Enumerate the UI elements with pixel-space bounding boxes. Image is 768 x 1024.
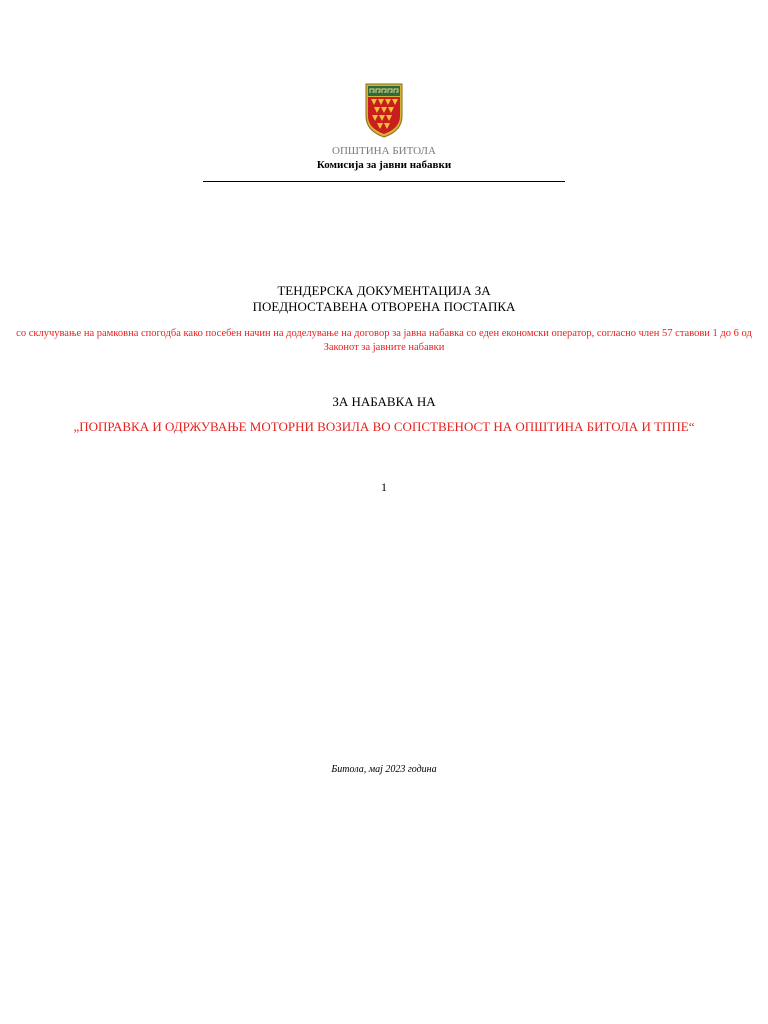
municipality-name: ОПШТИНА БИТОЛА bbox=[332, 145, 436, 157]
procurement-label: ЗА НАБАВКА НА bbox=[332, 394, 436, 409]
commission-name: Комисија за јавни набавки bbox=[316, 159, 452, 171]
document-title-line-1: ТЕНДЕРСКА ДОКУМЕНТАЦИЈА ЗА bbox=[277, 283, 491, 298]
document-title-line-2: ПОЕДНОСТАВЕНА ОТВОРЕНА ПОСТАПКА bbox=[252, 299, 516, 314]
procurement-subject: „ПОПРАВКА И ОДРЖУВАЊЕ МОТОРНИ ВОЗИЛА ВО СОПСТВЕНОСТ НА ОПШТИНА БИТОЛА И ТППЕ“ bbox=[73, 419, 695, 434]
place-and-date: Битола, мај 2023 година bbox=[331, 764, 437, 775]
coat-of-arms-icon bbox=[364, 82, 404, 138]
page-number: 1 bbox=[381, 480, 387, 494]
header-divider bbox=[203, 181, 565, 182]
document-subtitle: со склучување на рамковна спогодба како посебен начин на доделување на договор за јавна набавка со еден економски оператор, согласно член 57 ставови 1 до 6 од Законот за јавните набавки bbox=[16, 328, 752, 353]
